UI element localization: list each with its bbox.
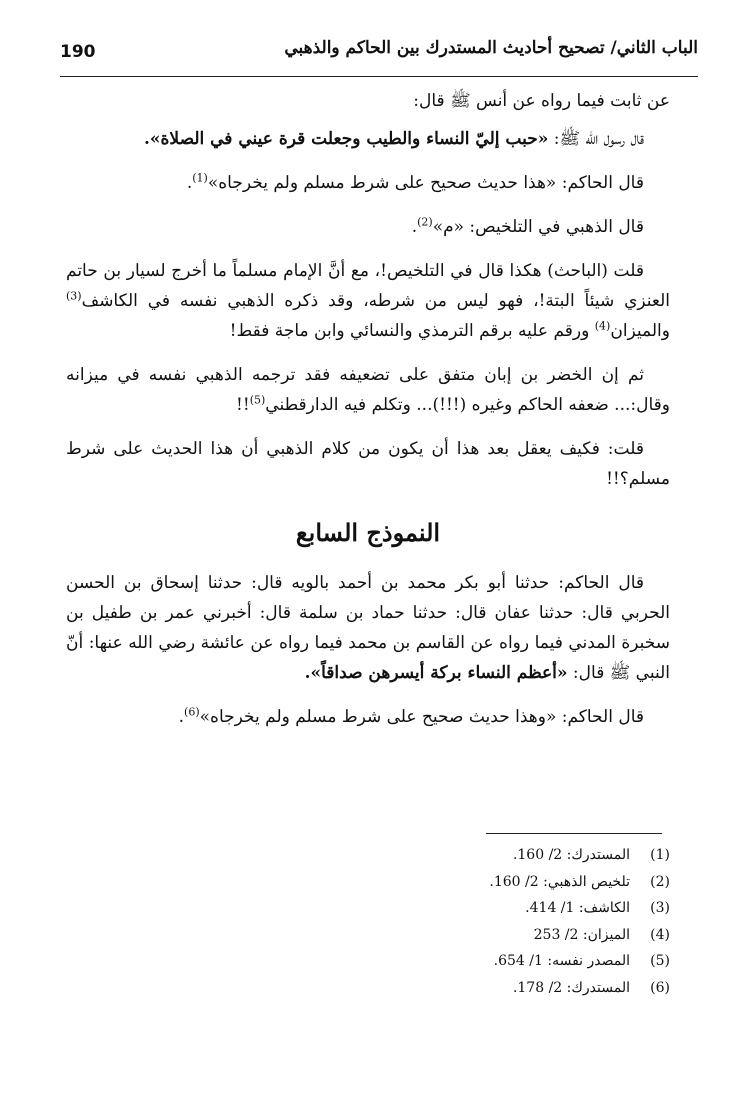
paragraph-5 bbox=[66, 256, 670, 346]
hadith-text: «حبب إليّ النساء والطيب وجعلت قرة عيني في الصلاة». bbox=[143, 129, 549, 149]
footnote-text: الميزان: 2/ 253 bbox=[533, 926, 630, 943]
punctuation: . bbox=[411, 217, 418, 237]
footnote-item bbox=[350, 842, 670, 869]
footnote-text: المصدر نفسه: 1/ 654. bbox=[493, 953, 630, 969]
footnote-text: الكاشف: 1/ 414. bbox=[525, 900, 630, 916]
punctuation: !! bbox=[236, 395, 250, 415]
paragraph-8 bbox=[66, 568, 670, 688]
hadith-intro: قال رسول الله ﷺ: bbox=[548, 129, 644, 149]
paragraph-3 bbox=[66, 168, 670, 198]
hakim-statement: قال الحاكم: «هذا حديث صحيح على شرط مسلم ولم يخرجاه» bbox=[207, 173, 644, 193]
footnote-ref-2[interactable]: (2) bbox=[417, 215, 433, 229]
footnote-text: المستدرك: 2/ 178. bbox=[512, 979, 630, 996]
footnote-ref-3[interactable]: (3) bbox=[66, 289, 82, 303]
footnote-ref-6[interactable]: (6) bbox=[184, 705, 200, 719]
main-text bbox=[66, 86, 670, 746]
researcher-comment: قلت (الباحث) هكذا قال في التلخيص!، مع أنَّ الإمام مسلماً ما أخرج لسيار بن حاتم العنزي شيئاً البتة!، فهو ليس من شرطه، وقد ذكره الذهبي نفسه في الكاشف bbox=[66, 261, 670, 311]
paragraph-1: عن ثابت فيما رواه عن أنس ﷺ قال: bbox=[413, 91, 670, 111]
footnote-number: (6) bbox=[650, 979, 670, 996]
footnote-ref-4[interactable]: (4) bbox=[594, 319, 611, 333]
footnotes-list bbox=[350, 842, 670, 1001]
running-header bbox=[60, 32, 698, 77]
page-number: 190 bbox=[60, 42, 96, 62]
punctuation: . bbox=[178, 707, 185, 727]
section-heading: النموذج السابع bbox=[295, 518, 441, 547]
footnote-item bbox=[350, 869, 670, 896]
researcher-comment-end: ورقم عليه برقم الترمذي والنسائي وابن ماجة فقط! bbox=[229, 321, 595, 341]
footnote-item bbox=[350, 895, 670, 922]
footnote-number: (1) bbox=[650, 847, 670, 863]
footnote-item bbox=[350, 922, 670, 949]
footnote-text: تلخيص الذهبي: 2/ 160. bbox=[489, 873, 630, 890]
footnote-number: (5) bbox=[650, 953, 670, 969]
narrator-comment: ثم إن الخضر بن إبان متفق على تضعيفه فقد ترجمه الذهبي نفسه في ميزانه وقال:... ضعفه الحاكم وغيره (!!!)... وتكلم فيه الدارقطني bbox=[66, 365, 670, 415]
paragraph-9 bbox=[66, 702, 670, 732]
footnote-text: المستدرك: 2/ 160. bbox=[512, 847, 630, 863]
isnad-text: قال الحاكم: حدثنا أبو بكر محمد بن أحمد بالويه قال: حدثنا إسحاق بن الحسن الحربي قال: حدثنا عفان قال: حدثنا حماد بن سلمة قال: أخبرني عمر بن طفيل بن سخبرة المدني فيما رواه عن القاسم بن محمد فيما رواه عن عائشة رضي الله عنها: أنّ النبي ﷺ قال: bbox=[66, 573, 670, 683]
footnote-divider bbox=[486, 833, 662, 834]
researcher-comment-cont: والميزان bbox=[610, 321, 670, 341]
hakim-statement-2: قال الحاكم: «وهذا حديث صحيح على شرط مسلم ولم يخرجاه» bbox=[199, 707, 644, 727]
chapter-title: الباب الثاني/ تصحيح أحاديث المستدرك بين الحاكم والذهبي bbox=[284, 38, 698, 58]
paragraph-7: قلت: فكيف يعقل بعد هذا أن يكون من كلام الذهبي أن هذا الحديث على شرط مسلم؟!! bbox=[66, 439, 670, 489]
paragraph-6 bbox=[66, 360, 670, 420]
hadith-text-2: «أعظم النساء بركة أيسرهن صداقاً». bbox=[304, 663, 568, 683]
footnote-number: (4) bbox=[650, 926, 670, 943]
paragraph-4 bbox=[66, 212, 670, 242]
footnote-number: (3) bbox=[650, 900, 670, 916]
punctuation: . bbox=[186, 173, 193, 193]
footnote-number: (2) bbox=[650, 873, 670, 890]
paragraph-2 bbox=[66, 124, 670, 154]
footnote-ref-1[interactable]: (1) bbox=[192, 171, 208, 185]
footnote-ref-5[interactable]: (5) bbox=[249, 393, 266, 407]
footnote-item bbox=[350, 975, 670, 1002]
dhahabi-statement: قال الذهبي في التلخيص: «م» bbox=[432, 217, 644, 237]
footnote-item bbox=[350, 948, 670, 975]
